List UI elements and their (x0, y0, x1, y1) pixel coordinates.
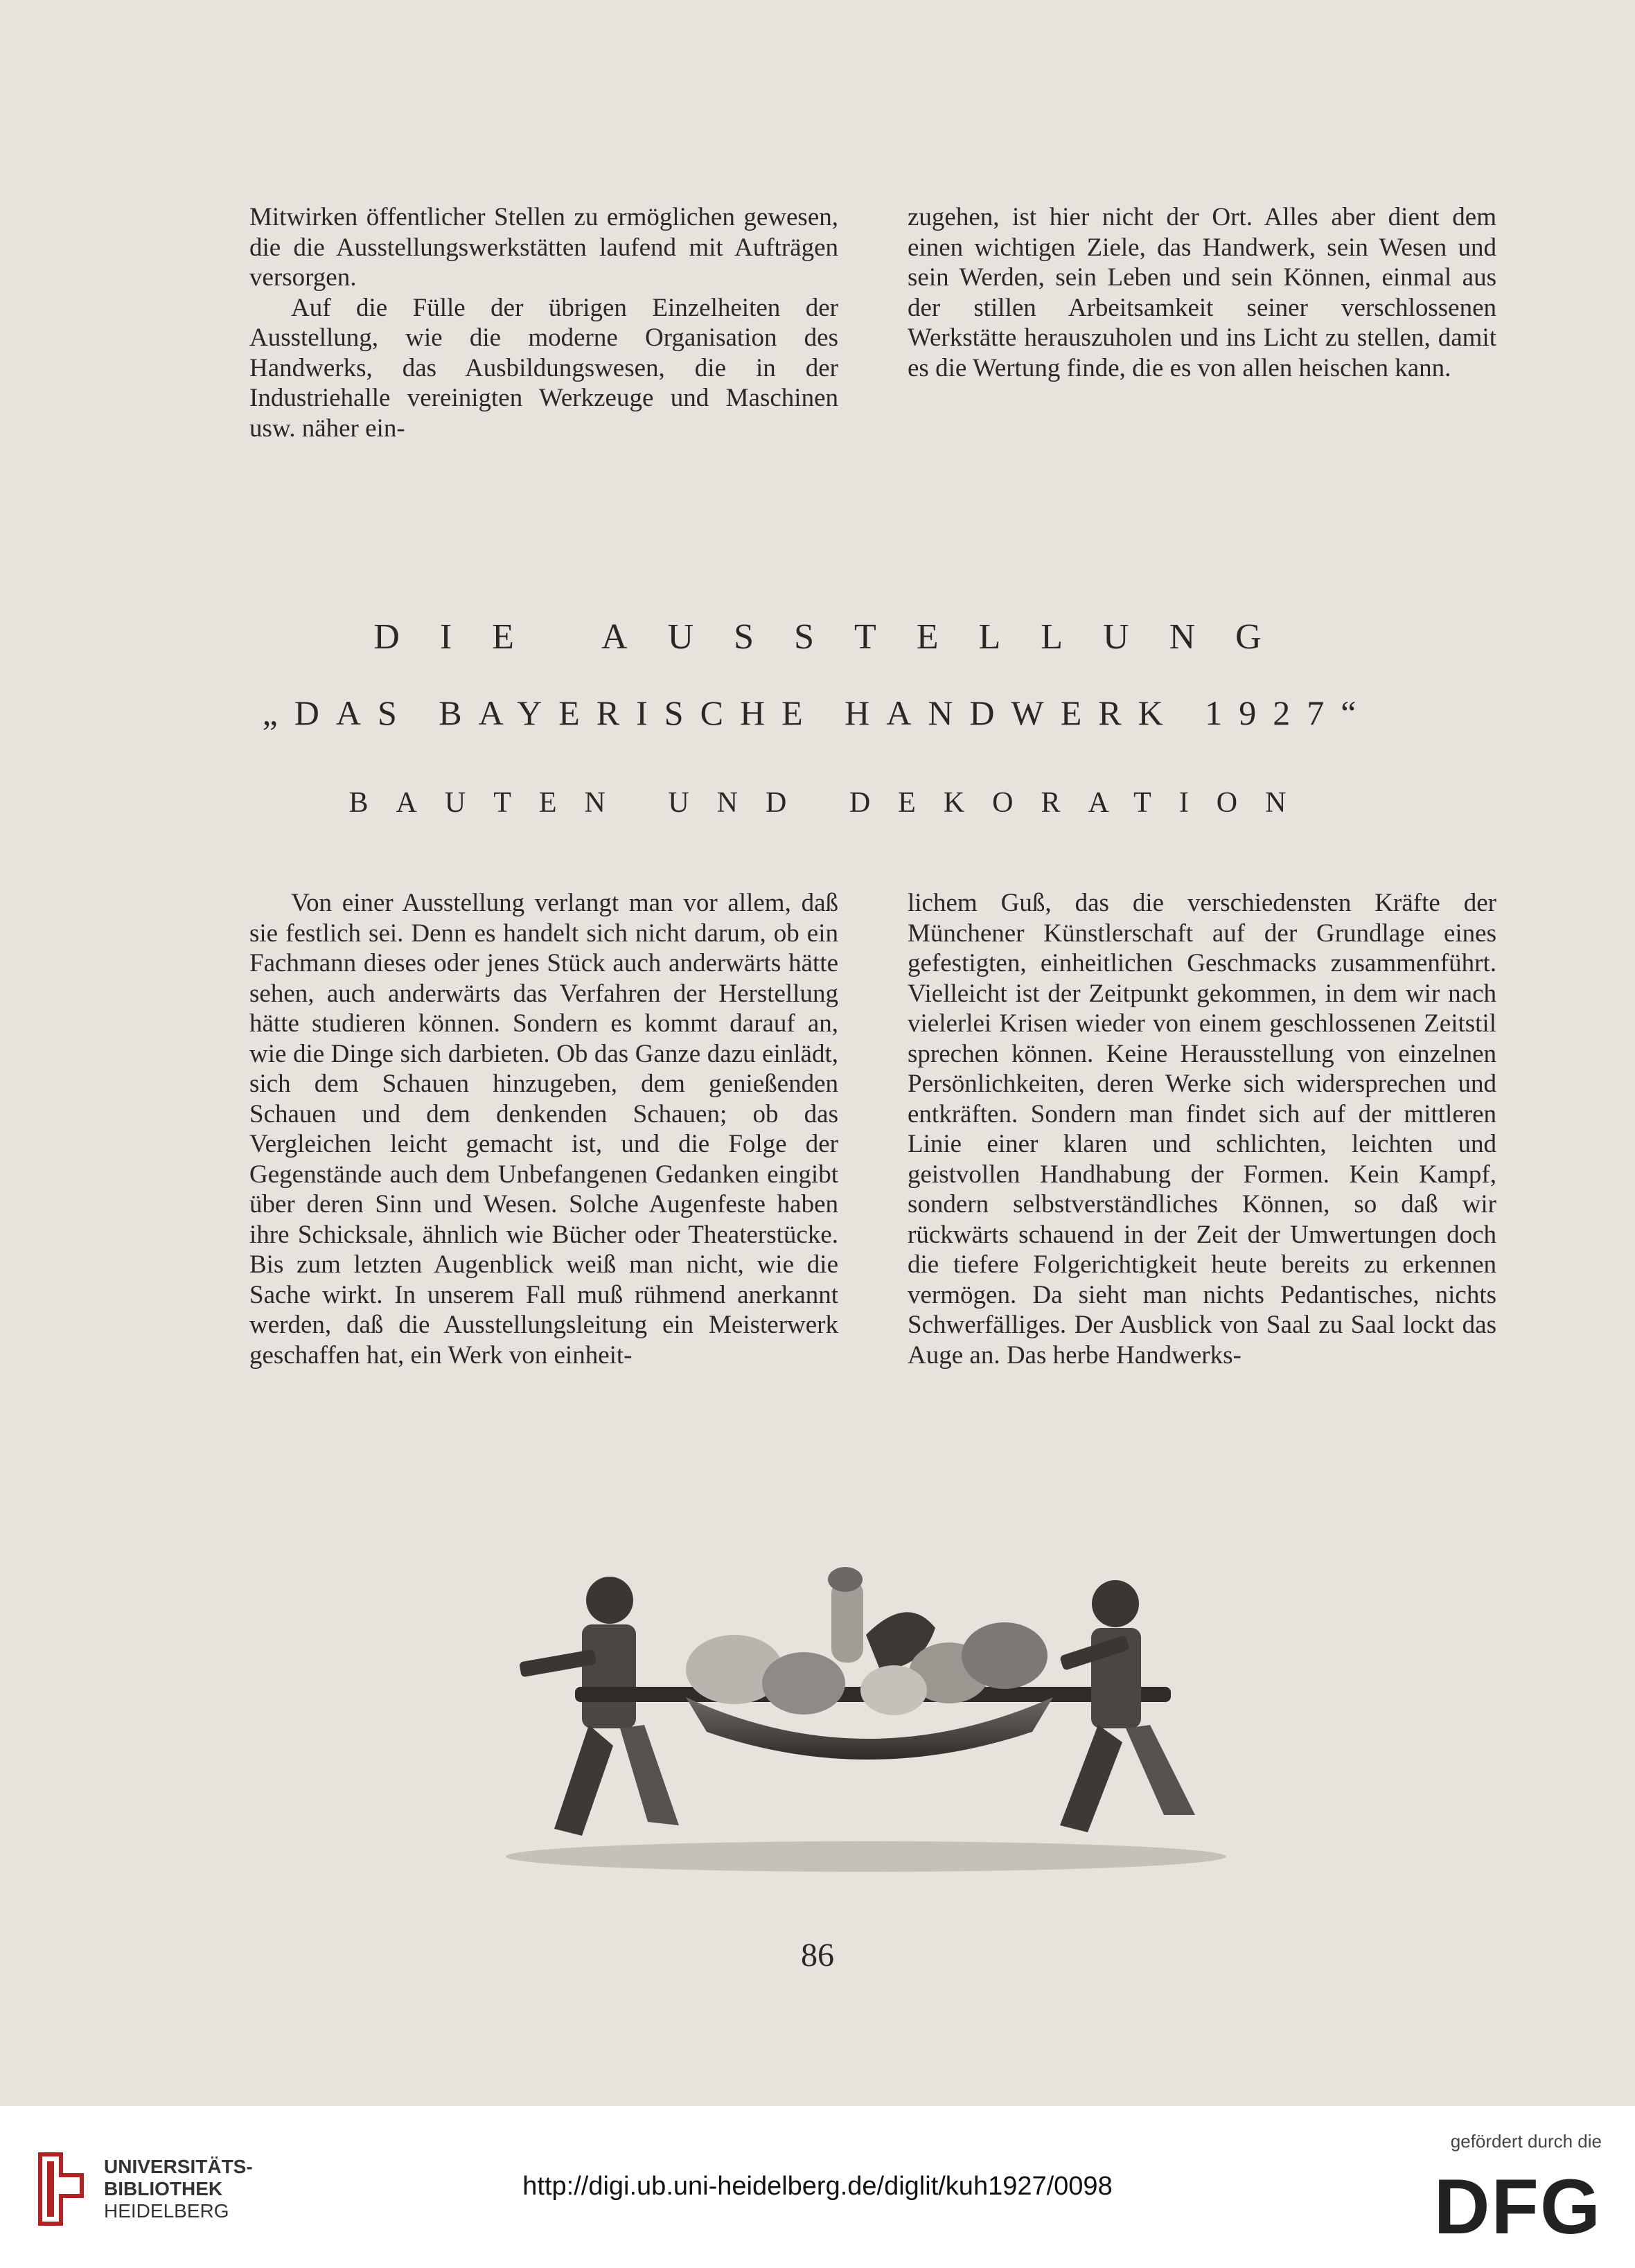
article-right-column (908, 888, 1496, 1370)
heading-subtitle: „DAS BAYERISCHE HANDWERK 1927“ (262, 693, 1373, 732)
paragraph: Von einer Ausstellung verlangt man vor allem, daß sie festlich sei. Denn es handelt sich nicht darum, ob ein Fachmann dieses oder jenes Stück auch anderwärts hätte sehen, auch anderwärts das Verfahren der Herstellung hätte studieren können. Sondern es kommt darauf an, wie die Dinge sich darbieten. Ob das Ganze dazu einlädt, sich dem Schauen hinzugeben, dem genießenden Schauen und dem denkenden Schauen; ob das Vergleichen leicht gemacht ist, und die Folge der Gegenstände auch dem Unbefangenen Gedanken eingibt über deren Sinn und Wesen. Solche Augenfeste haben ihre Schicksale, ähnlich wie Bücher oder Theaterstücke. Bis zum letzten Augenblick weiß man nicht, wie die Sache wirkt. In unserem Fall muß rühmend anerkannt werden, daß die Ausstellungsleitung ein Meisterwerk geschaffen hat, ein Werk von einheit- (249, 889, 838, 1370)
illustration-figures-carrying-tray (478, 1552, 1254, 1884)
paragraph: Auf die Fülle der übrigen Einzelheiten der Ausstellung, wie die moderne Organisation des Handwerks, das Ausbildungswesen, die in der Industriehalle vereinigten Werkzeuge und Maschinen usw. näher ein- (249, 293, 838, 443)
page-number: 86 (801, 1937, 834, 1974)
paragraph: Mitwirken öffentlicher Stellen zu ermöglichen gewesen, die die Ausstellungswerkstätten laufend mit Aufträgen versorgen. (249, 203, 838, 292)
paragraph: zugehen, ist hier nicht der Ort. Alles aber dient dem einen wichtigen Ziele, das Handwerk, sein Wesen und sein Werden, sein Leben und sein Können, einmal aus der stillen Arbeitsamkeit seiner verschlossenen Werkstätte herauszuholen und ins Licht zu stellen, damit es die Wertung finde, die es von allen heischen kann. (908, 203, 1496, 382)
dfg-logo: DFG (1433, 2163, 1602, 2250)
paragraph: lichem Guß, das die verschiedensten Kräfte der Münchener Künstlerschaft auf der Grundlage eines gefestigten, einheitlichen Geschmacks zusammenführt. Vielleicht ist der Zeitpunkt gekommen, in dem wir nach vielerlei Krisen wieder von einem geschlossenen Zeitstil sprechen können. Keine Herausstellung von einzelnen Persönlichkeiten, deren Werke sich widersprechen und entkräften. Sondern man findet sich auf der mittleren Linie einer klaren und schlichten, leichten und geistvollen Handhabung der Formen. Kein Kampf, sondern selbstverständliches Können, so daß wir rückwärts schauend in der Zeit der Umwertungen doch die tiefere Folgerichtigkeit heute bereits zu erkennen vermögen. Da sieht man nichts Pedantisches, nichts Schwerfälliges. Der Ausblick von Saal zu Saal lockt das Auge an. Das herbe Handwerks- (908, 889, 1496, 1370)
permalink-url[interactable]: http://digi.ub.uni-heidelberg.de/diglit/kuh1927/0098 (522, 2172, 1113, 2201)
footer-bar (0, 2106, 1635, 2268)
library-name-line3: HEIDELBERG (104, 2200, 229, 2222)
funded-by-label: gefördert durch die (1450, 2131, 1602, 2152)
article-left-column (249, 888, 838, 1370)
top-right-column (908, 202, 1496, 383)
top-left-column (249, 202, 838, 443)
heading-section: BAUTEN UND DEKORATION (348, 787, 1314, 819)
library-name-line2: BIBLIOTHEK (104, 2178, 223, 2199)
heading-title: DIE AUSSTELLUNG (373, 617, 1302, 657)
library-name-line1: UNIVERSITÄTS- (104, 2156, 253, 2177)
